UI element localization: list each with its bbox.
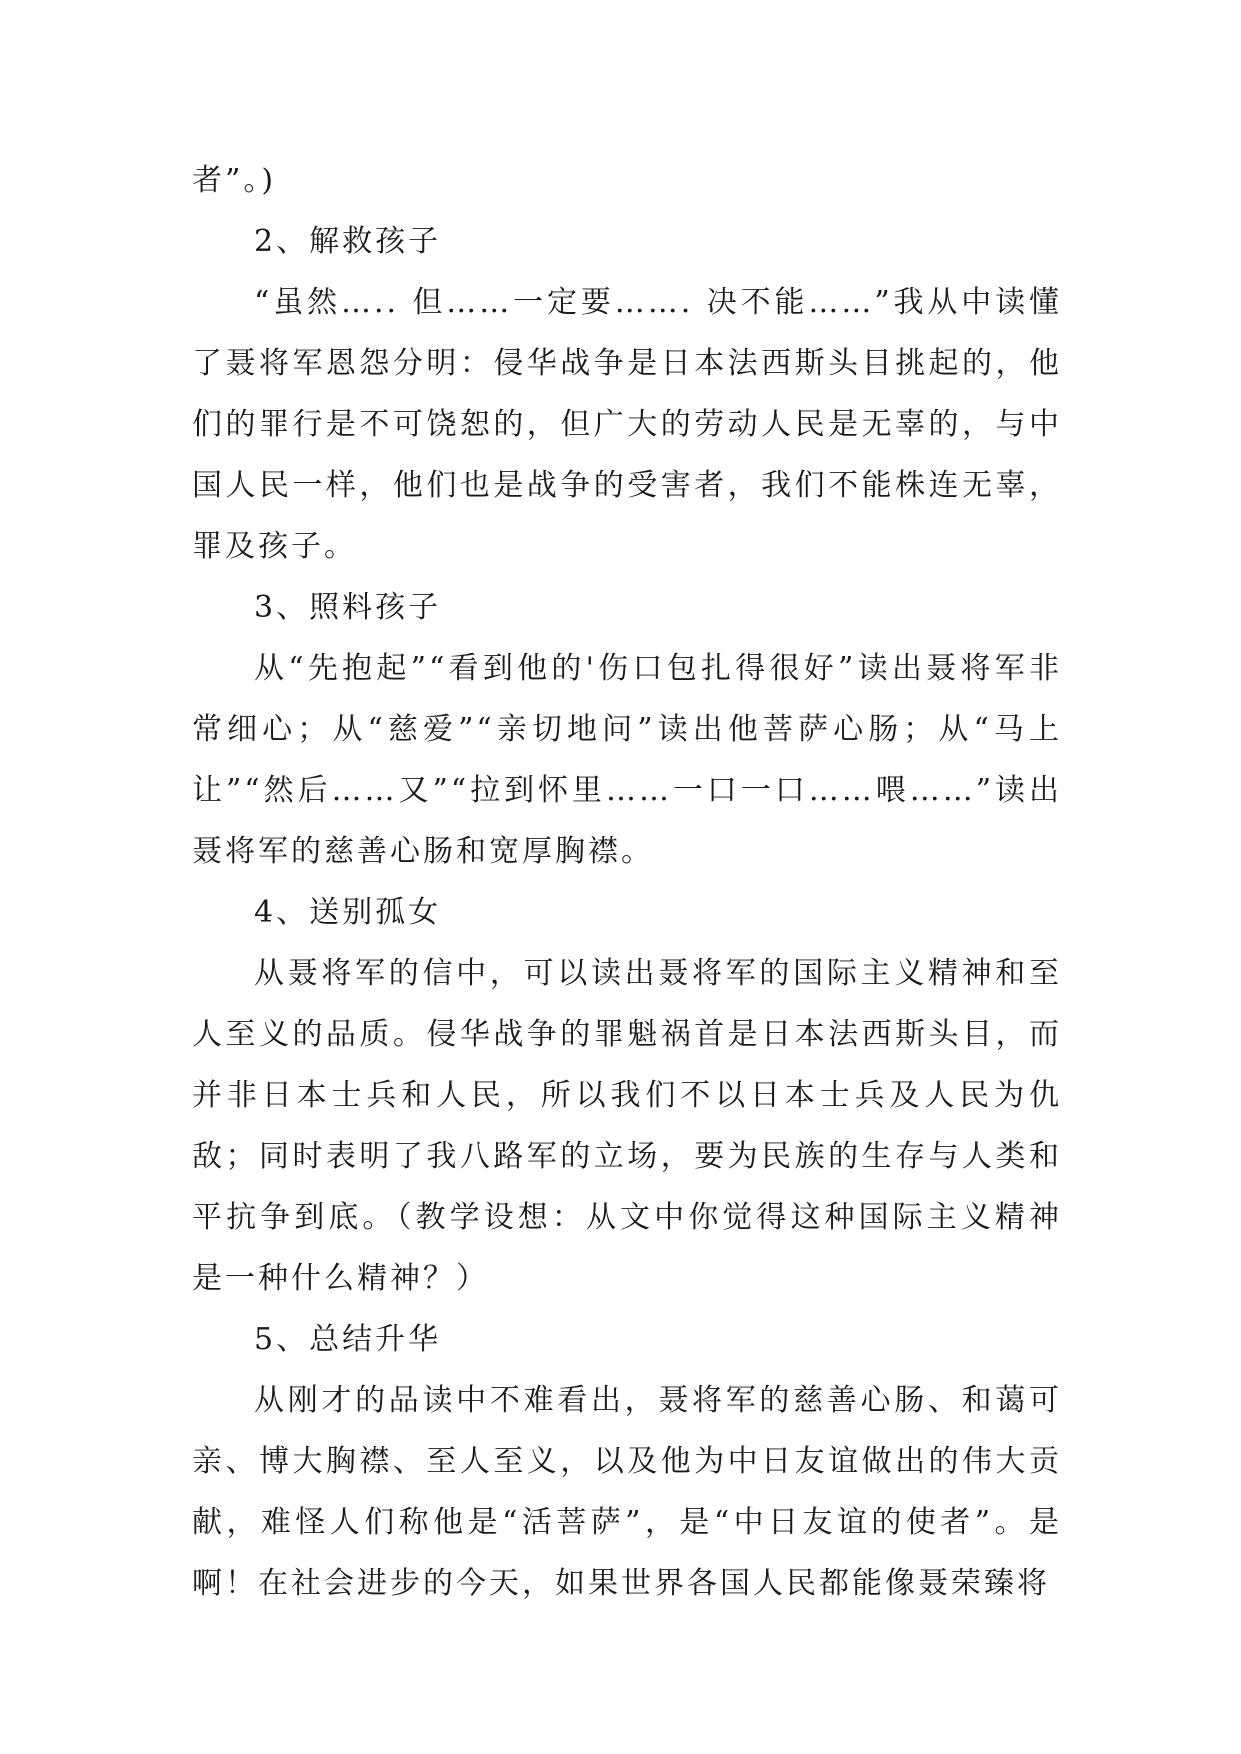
section-heading-care-for-child: 3、照料孩子	[254, 590, 442, 625]
section-heading-summary: 5、总结升华	[254, 1322, 442, 1357]
paragraph-rescue-child: “虽然….. 但……一定要……. 决不能……”我从中读懂了聂将军恩怨分明：侵华战争是日本法西斯头目挑起的，他们的罪行是不可饶恕的，但广大的劳动人民是无辜的，与中国人民一样，他们也是战争的受害者，我们不能株连无辜，罪及孩子。	[192, 285, 1062, 564]
section-heading-farewell: 4、送别孤女	[254, 895, 442, 930]
document-page	[192, 150, 1062, 1614]
paragraph-farewell: 从聂将军的信中，可以读出聂将军的国际主义精神和至人至义的品质。侵华战争的罪魁祸首是日本法西斯头目，而并非日本士兵和人民，所以我们不以日本士兵及人民为仇敌；同时表明了我八路军的立场，要为民族的生存与人类和平抗争到底。（教学设想：从文中你觉得这种国际主义精神是一种什么精神？）	[192, 956, 1062, 1296]
paragraph-care-for-child: 从“先抱起”“看到他的'伤口包扎得很好”读出聂将军非常细心；从“慈爱”“亲切地问”读出他菩萨心肠；从“马上让”“然后……又”“拉到怀里……一口一口……喂……”读出聂将军的慈善心肠和宽厚胸襟。	[192, 651, 1062, 869]
paragraph-summary: 从刚才的品读中不难看出，聂将军的慈善心肠、和蔼可亲、博大胸襟、至人至义，以及他为中日友谊做出的伟大贡献，难怪人们称他是“活菩萨”，是“中日友谊的使者”。是啊！在社会进步的今天，如果世界各国人民都能像聂荣臻将	[192, 1383, 1062, 1601]
section-heading-rescue-child: 2、解救孩子	[254, 224, 442, 259]
paragraph-continuation: 者”。)	[192, 163, 277, 198]
